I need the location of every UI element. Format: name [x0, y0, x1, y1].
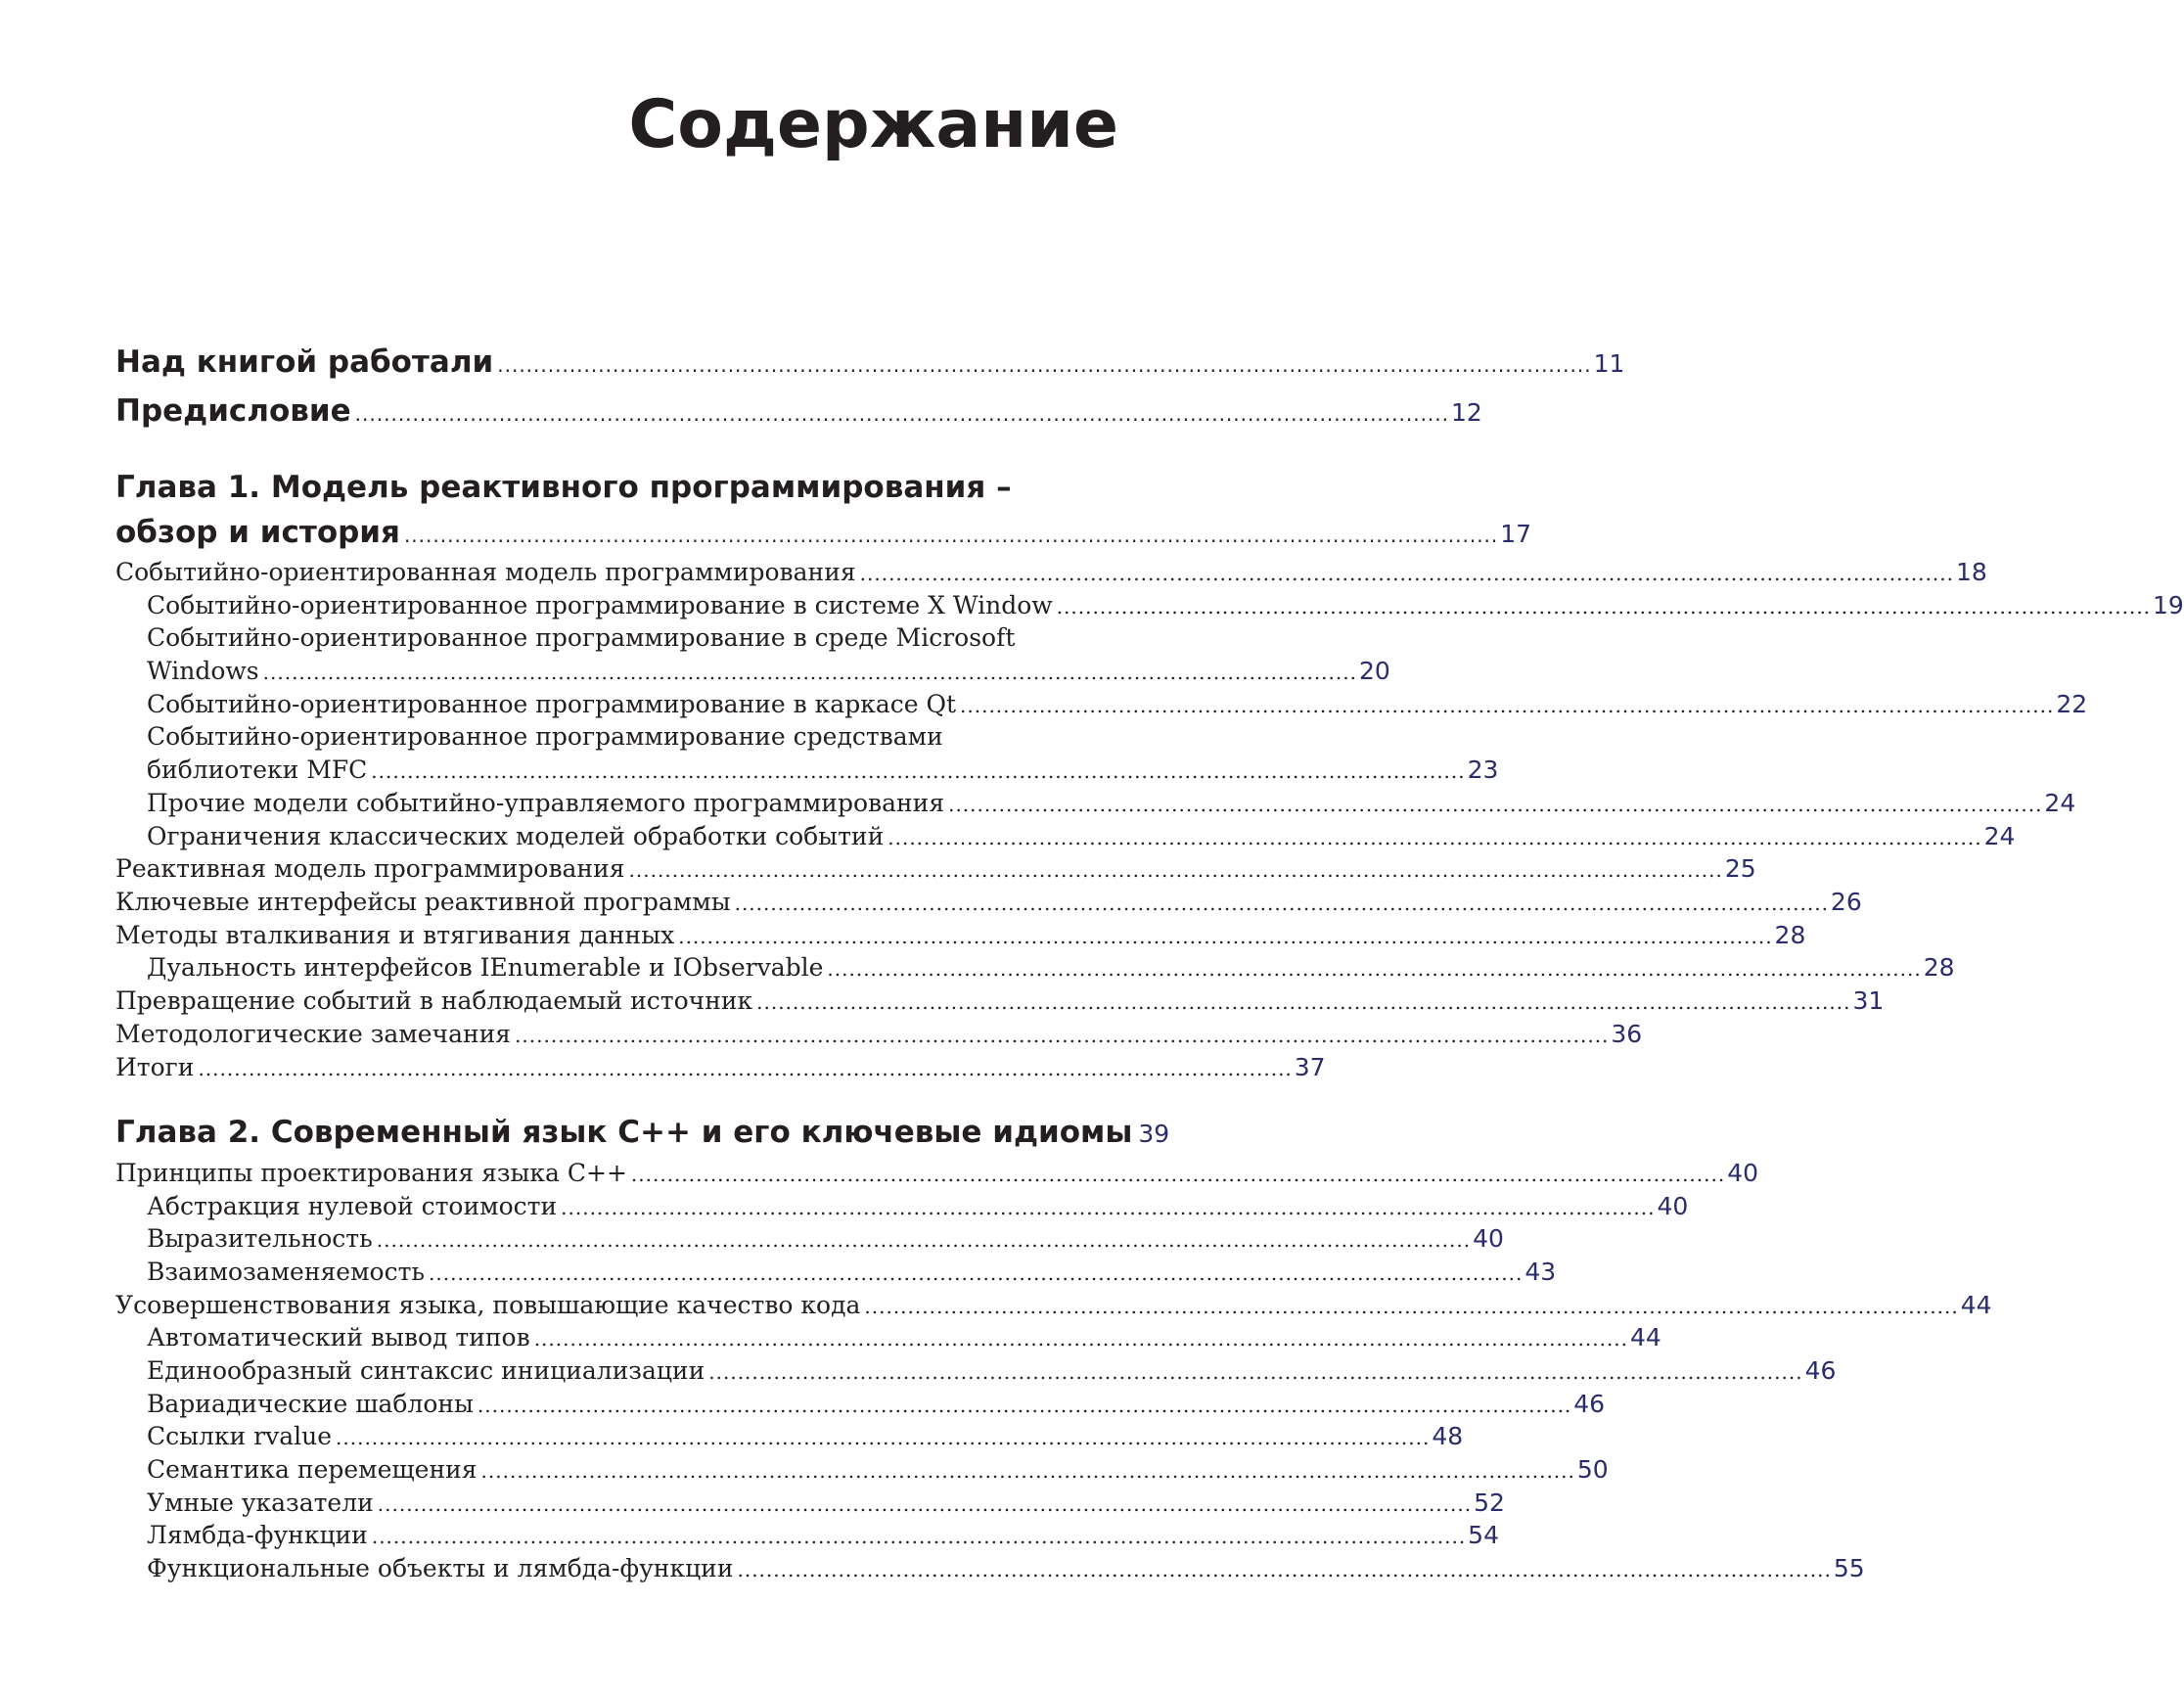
- toc-page-number: 17: [1500, 520, 1532, 548]
- leader-dots: ........................................................................................................................................................: [371, 1525, 1467, 1548]
- toc-entry-title: Ограничения классических моделей обработки событий: [147, 822, 885, 850]
- toc-entry-section[interactable]: [115, 1291, 1992, 1319]
- toc-entry-title: Функциональные объекты и лямбда-функции: [147, 1554, 734, 1582]
- toc-entry-title: Методологические замечания: [115, 1020, 512, 1048]
- toc-page-number: 46: [1573, 1390, 1606, 1418]
- leader-dots: ........................................................................................................................................................: [403, 524, 1499, 547]
- toc-page-number: 46: [1804, 1356, 1837, 1385]
- toc-entry-chapter[interactable]: [115, 1115, 1170, 1150]
- toc-entry-title: библиотеки MFC: [147, 756, 368, 784]
- toc-page-number: 24: [2044, 789, 2076, 817]
- toc-entry-subsection[interactable]: [147, 1422, 1464, 1450]
- toc-entry-chapter[interactable]: [115, 515, 1532, 550]
- toc-entry-title: Автоматический вывод типов: [147, 1323, 530, 1351]
- toc-page-number: 43: [1524, 1258, 1557, 1286]
- toc-entry-title: Дуальность интерфейсов IEnumerable и IObservable: [147, 953, 824, 982]
- toc-entry-subsection[interactable]: [147, 1455, 1609, 1484]
- leader-dots: ........................................................................................................................................................: [198, 1057, 1293, 1080]
- toc-page-number: 25: [1724, 854, 1756, 883]
- toc-entry-subsection[interactable]: [147, 756, 1499, 784]
- toc-page-number: 40: [1473, 1224, 1504, 1253]
- toc-page-number: 54: [1468, 1521, 1499, 1549]
- toc-page-number: 52: [1474, 1489, 1505, 1517]
- toc-entry-title: Умные указатели: [147, 1489, 374, 1517]
- leader-dots: ........................................................................................................................................................: [354, 402, 1449, 426]
- toc-entry-title: Событийно-ориентированное программирование в системе X Window: [147, 591, 1053, 619]
- toc-entry-front-matter[interactable]: [115, 393, 1482, 429]
- chapter-heading-line[interactable]: Глава 1. Модель реактивного программирования –: [115, 470, 1012, 505]
- leader-dots: ........................................................................................................................................................: [628, 858, 1723, 882]
- toc-page-number: 44: [1630, 1323, 1661, 1351]
- toc-page-number: 50: [1576, 1455, 1609, 1484]
- toc-entry-title: Превращение событий в наблюдаемый источник: [115, 986, 753, 1015]
- toc-entry-title: Глава 2. Современный язык C++ и его ключевые идиомы: [115, 1115, 1133, 1150]
- toc-entry-section[interactable]: [115, 1020, 1643, 1048]
- toc-entry-subsection-line[interactable]: Событийно-ориентированное программирование в среде Microsoft: [147, 623, 1016, 652]
- leader-dots: ........................................................................................................................................................: [480, 1459, 1575, 1483]
- leader-dots: ........................................................................................................................................................: [336, 1426, 1431, 1449]
- toc-entry-title: Прочие модели событийно-управляемого программирования: [147, 789, 945, 817]
- toc-page-number: 12: [1451, 398, 1482, 427]
- leader-dots: ........................................................................................................................................................: [515, 1024, 1610, 1047]
- page-title: Содержание: [628, 86, 1118, 163]
- leader-dots: ........................................................................................................................................................: [533, 1327, 1629, 1351]
- leader-dots: ........................................................................................................................................................: [887, 826, 1982, 849]
- leader-dots: ........................................................................................................................................................: [377, 1492, 1473, 1516]
- leader-dots: ........................................................................................................................................................: [1056, 595, 2152, 618]
- toc-entry-title: Итоги: [115, 1053, 195, 1081]
- toc-page-number: 18: [1955, 558, 1987, 586]
- toc-entry-title: Выразительность: [147, 1224, 373, 1253]
- toc-entry-title: Семантика перемещения: [147, 1455, 478, 1484]
- toc-entry-subsection[interactable]: [147, 1390, 1606, 1418]
- toc-entry-section[interactable]: [115, 1053, 1326, 1081]
- toc-entry-subsection[interactable]: [147, 1224, 1504, 1253]
- leader-dots: ........................................................................................................................................................: [827, 957, 1922, 981]
- toc-page-number: 20: [1358, 657, 1390, 685]
- toc-entry-subsection[interactable]: [147, 1192, 1689, 1220]
- toc-entry-title: Абстракция нулевой стоимости: [147, 1192, 558, 1220]
- toc-entry-subsection[interactable]: [147, 1356, 1837, 1385]
- leader-dots: ........................................................................................................................................................: [477, 1394, 1572, 1417]
- leader-dots: ........................................................................................................................................................: [429, 1261, 1524, 1285]
- toc-entry-section[interactable]: [115, 921, 1806, 949]
- toc-page-number: 22: [2056, 690, 2088, 718]
- leader-dots: ........................................................................................................................................................: [371, 759, 1466, 783]
- toc-entry-title: Реактивная модель программирования: [115, 854, 625, 883]
- toc-entry-title: Windows: [147, 657, 259, 685]
- toc-entry-subsection[interactable]: [147, 822, 2016, 850]
- toc-page-number: 44: [1960, 1291, 1992, 1319]
- leader-dots: ........................................................................................................................................................: [859, 562, 1954, 585]
- toc-entry-subsection-line[interactable]: Событийно-ориентированное программирование средствами: [147, 722, 943, 751]
- toc-entry-subsection[interactable]: [147, 1323, 1661, 1351]
- toc-page-number: 11: [1593, 349, 1625, 378]
- toc-entry-title: Принципы проектирования языка C++: [115, 1159, 627, 1187]
- toc-entry-subsection[interactable]: [147, 591, 2184, 619]
- leader-dots: ........................................................................................................................................................: [561, 1196, 1656, 1219]
- toc-entry-section[interactable]: [115, 986, 1885, 1015]
- toc-entry-section[interactable]: [115, 854, 1756, 883]
- toc-page-number: 19: [2153, 591, 2184, 619]
- leader-dots: ........................................................................................................................................................: [948, 793, 2043, 816]
- toc-page-number: 24: [1983, 822, 2016, 850]
- leader-dots: ........................................................................................................................................................: [734, 892, 1829, 915]
- toc-entry-title: Ссылки rvalue: [147, 1422, 333, 1450]
- toc-entry-subsection[interactable]: [147, 690, 2088, 718]
- toc-entry-title: Лямбда-функции: [147, 1521, 368, 1549]
- toc-entry-subsection[interactable]: [147, 657, 1390, 685]
- toc-page-number: 31: [1852, 986, 1885, 1015]
- toc-entry-subsection[interactable]: [147, 1554, 1865, 1582]
- toc-page-number: 40: [1657, 1192, 1689, 1220]
- leader-dots: ........................................................................................................................................................: [708, 1360, 1803, 1384]
- toc-entry-title: Вариадические шаблоны: [147, 1390, 474, 1418]
- toc-entry-title: Над книгой работали: [115, 344, 494, 380]
- toc-page-number: 40: [1727, 1159, 1759, 1187]
- leader-dots: ........................................................................................................................................................: [262, 661, 1357, 684]
- toc-entry-subsection[interactable]: [147, 953, 1955, 982]
- toc-page-number: 55: [1833, 1554, 1865, 1582]
- toc-page-number: 48: [1432, 1422, 1464, 1450]
- toc-page-number: 36: [1611, 1020, 1643, 1048]
- toc-entry-section[interactable]: [115, 1159, 1759, 1187]
- leader-dots: ........................................................................................................................................................: [864, 1295, 1959, 1318]
- toc-entry-title: Ключевые интерфейсы реактивной программы: [115, 888, 731, 916]
- toc-page-number: 23: [1467, 756, 1499, 784]
- toc-entry-front-matter[interactable]: [115, 344, 1625, 380]
- toc-entry-title: Методы вталкивания и втягивания данных: [115, 921, 675, 949]
- toc-entry-subsection[interactable]: [147, 1258, 1557, 1286]
- toc-entry-title: Единообразный синтаксис инициализации: [147, 1356, 705, 1385]
- toc-page-number: 28: [1774, 921, 1806, 949]
- toc-page-number: 28: [1923, 953, 1955, 982]
- toc-page-number: 39: [1138, 1120, 1170, 1148]
- toc-entry-section[interactable]: [115, 888, 1862, 916]
- toc-entry-title: обзор и история: [115, 515, 400, 550]
- toc-page-number: 37: [1294, 1053, 1326, 1081]
- toc-entry-subsection[interactable]: [147, 1521, 1499, 1549]
- leader-dots: ........................................................................................................................................................: [678, 925, 1773, 948]
- toc-entry-title: Событийно-ориентированная модель программирования: [115, 558, 856, 586]
- toc-entry-subsection[interactable]: [147, 1489, 1505, 1517]
- toc-page-number: 26: [1830, 888, 1862, 916]
- leader-dots: ........................................................................................................................................................: [376, 1228, 1472, 1252]
- toc-entry-title: Взаимозаменяемость: [147, 1258, 426, 1286]
- toc-entry-title: Событийно-ориентированное программирование в каркасе Qt: [147, 690, 957, 718]
- leader-dots: ........................................................................................................................................................: [630, 1163, 1726, 1186]
- leader-dots: ........................................................................................................................................................: [960, 694, 2055, 717]
- leader-dots: ........................................................................................................................................................: [737, 1558, 1832, 1581]
- toc-entry-subsection[interactable]: [147, 789, 2076, 817]
- leader-dots: ........................................................................................................................................................: [497, 353, 1592, 377]
- toc-entry-section[interactable]: [115, 558, 1987, 586]
- leader-dots: ........................................................................................................................................................: [756, 990, 1851, 1014]
- toc-entry-title: Усовершенствования языка, повышающие качество кода: [115, 1291, 861, 1319]
- toc-entry-title: Предисловие: [115, 393, 351, 429]
